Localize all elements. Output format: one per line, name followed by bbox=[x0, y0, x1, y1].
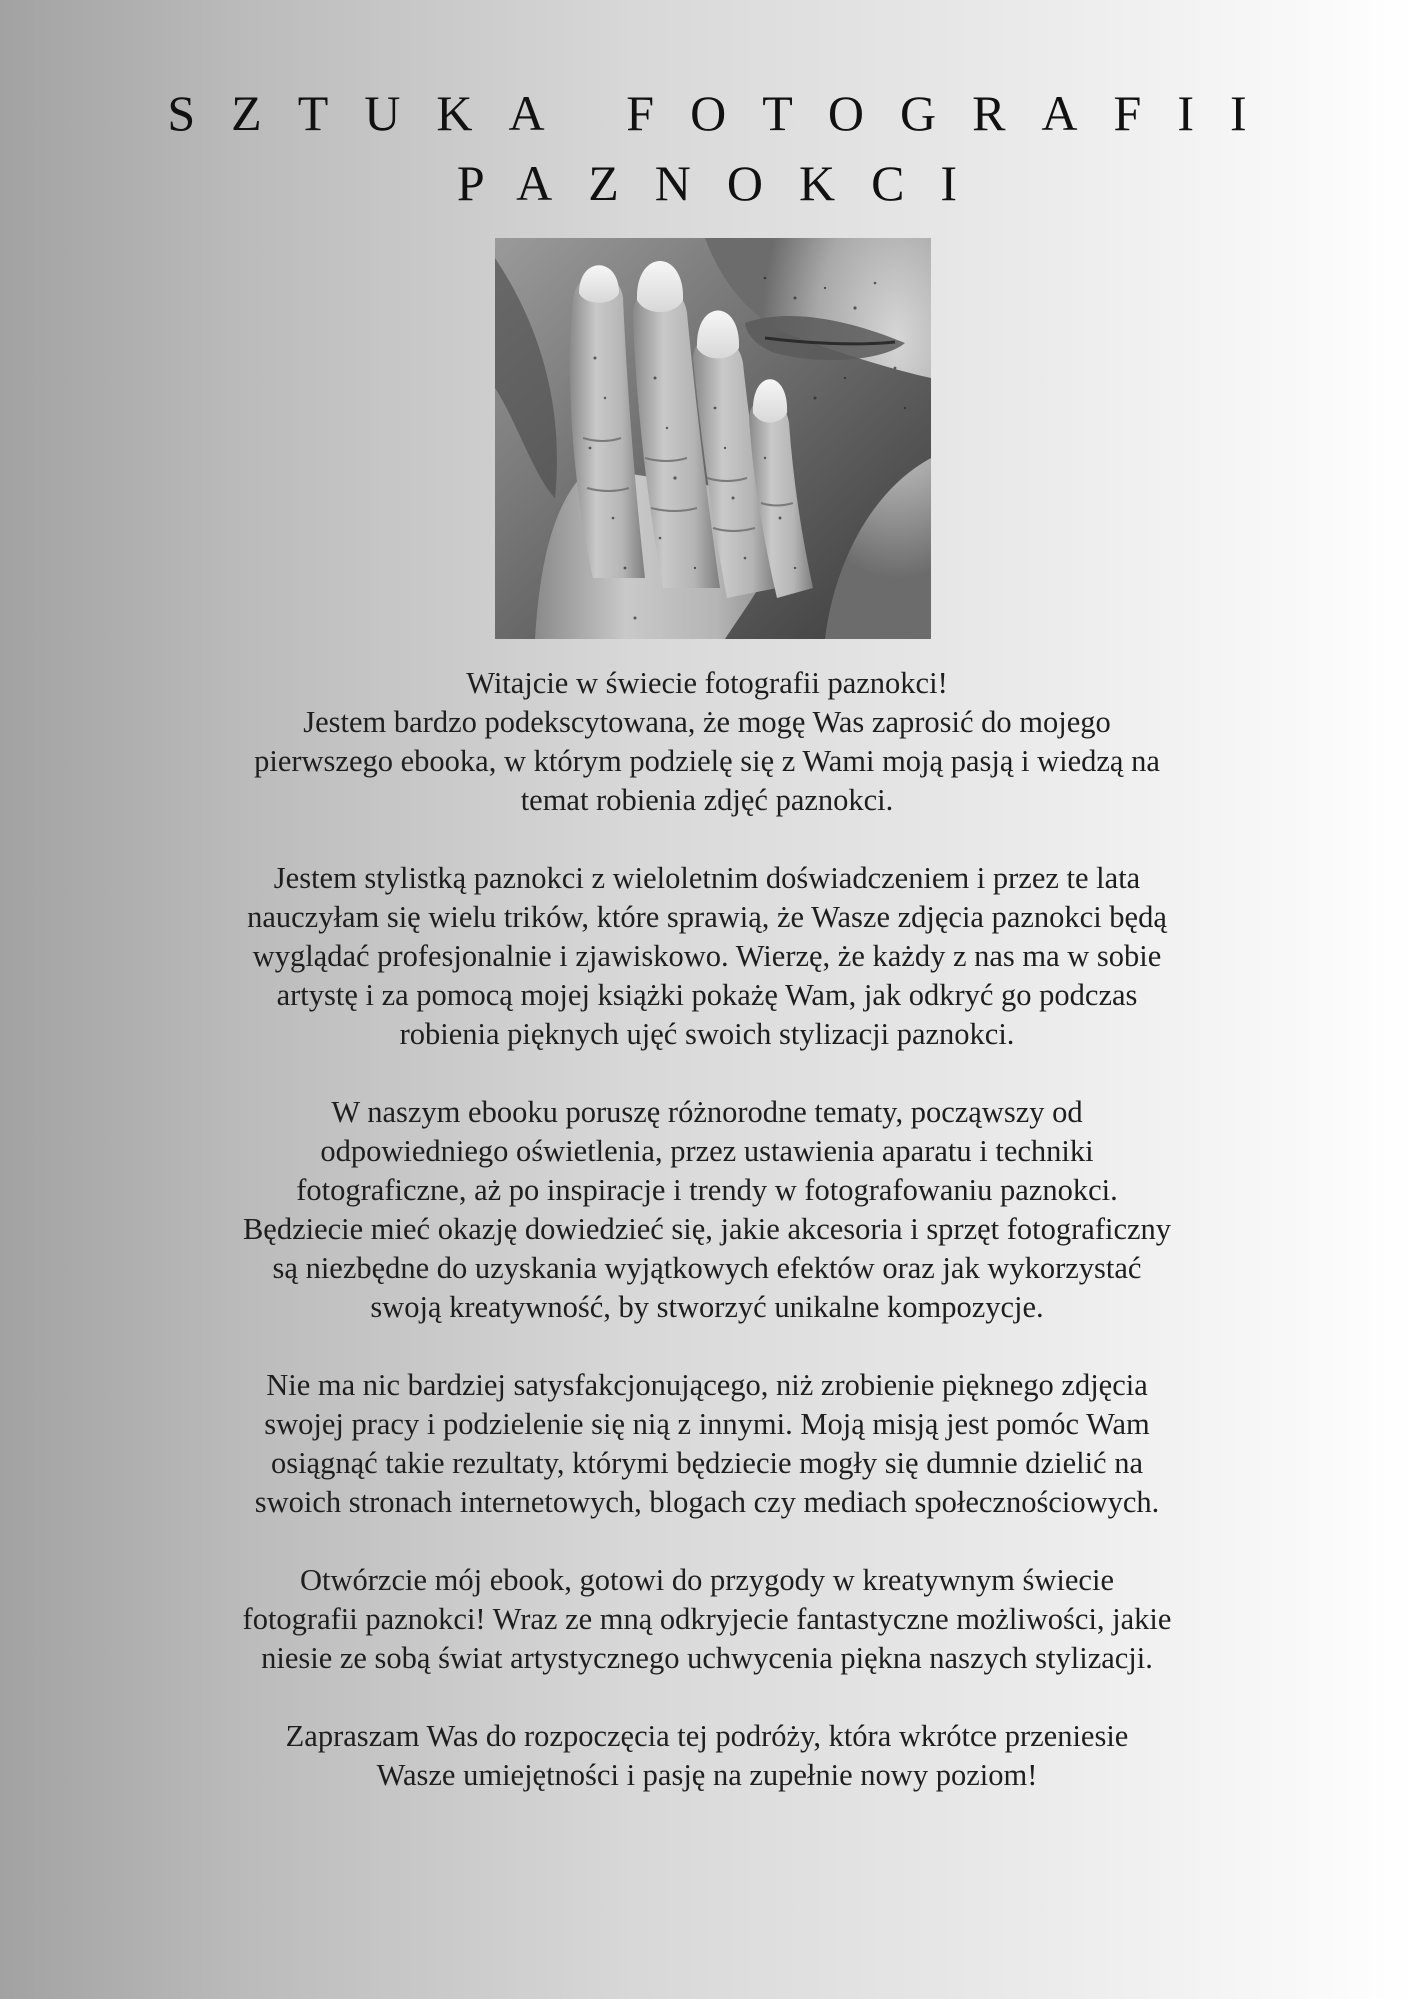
text-line: W naszym ebooku poruszę różnorodne tematy, począwszy od bbox=[331, 1095, 1083, 1129]
text-line: artystę i za pomocą mojej książki pokażę Wam, jak odkryć go podczas bbox=[276, 978, 1138, 1012]
text-line: są niezbędne do uzyskania wyjątkowych efektów oraz jak wykorzystać bbox=[272, 1251, 1142, 1285]
text-line: osiągnąć takie rezultaty, którymi będziecie mogły się dumnie dzielić na bbox=[270, 1446, 1144, 1480]
text-line: fotografii paznokci! Wraz ze mną odkryjecie fantastyczne możliwości, jakie bbox=[242, 1602, 1172, 1636]
text-line: robienia pięknych ujęć swoich stylizacji paznokci. bbox=[399, 1017, 1015, 1051]
text-line: Wasze umiejętności i pasję na zupełnie nowy poziom! bbox=[376, 1758, 1038, 1792]
text-line: Będziecie mieć okazję dowiedzieć się, jakie akcesoria i sprzęt fotograficzny bbox=[242, 1212, 1172, 1246]
text-line: fotograficzne, aż po inspiracje i trendy w fotografowaniu paznokci. bbox=[296, 1173, 1118, 1207]
text-line: Jestem stylistką paznokci z wieloletnim doświadczeniem i przez te lata bbox=[273, 861, 1141, 895]
text-line: temat robienia zdjęć paznokci. bbox=[520, 783, 894, 817]
text-line: swoich stronach internetowych, blogach czy mediach społecznościowych. bbox=[254, 1485, 1160, 1519]
text-line: niesie ze sobą świat artystycznego uchwycenia piękna naszych stylizacji. bbox=[261, 1641, 1153, 1675]
text-line: Jestem bardzo podekscytowana, że mogę Was zaprosić do mojego bbox=[303, 705, 1111, 739]
page-title bbox=[0, 78, 1414, 218]
title-line-2: PAZNOKCI bbox=[456, 155, 994, 211]
text-line: swoją kreatywność, by stworzyć unikalne kompozycje. bbox=[370, 1290, 1044, 1324]
paragraph-open-ebook bbox=[80, 1561, 1334, 1678]
paragraph-experience bbox=[80, 859, 1334, 1054]
paragraph-mission bbox=[80, 1366, 1334, 1522]
text-line: odpowiedniego oświetlenia, przez ustawienia aparatu i techniki bbox=[320, 1134, 1094, 1168]
text-line: swojej pracy i podzielenie się nią z innymi. Moją misją jest pomóc Wam bbox=[264, 1407, 1150, 1441]
intro-text bbox=[80, 664, 1334, 1834]
text-line: nauczyłam się wielu trików, które sprawią, że Wasze zdjęcia paznokci będą bbox=[247, 900, 1167, 934]
paragraph-invitation bbox=[80, 1717, 1334, 1795]
text-line: Otwórzcie mój ebook, gotowi do przygody w kreatywnym świecie bbox=[300, 1563, 1114, 1597]
hand-with-nails-photo bbox=[495, 238, 931, 639]
text-line: Nie ma nic bardziej satysfakcjonującego, niż zrobienie pięknego zdjęcia bbox=[266, 1368, 1148, 1402]
text-line: wyglądać profesjonalnie i zjawiskowo. Wierzę, że każdy z nas ma w sobie bbox=[252, 939, 1162, 973]
paragraph-welcome bbox=[80, 664, 1334, 820]
text-line: Witajcie w świecie fotografii paznokci! bbox=[466, 666, 948, 700]
title-line-1: SZTUKA FOTOGRAFII bbox=[167, 85, 1283, 141]
text-line: pierwszego ebooka, w którym podzielę się z Wami moją pasją i wiedzą na bbox=[254, 744, 1160, 778]
text-line: Zapraszam Was do rozpoczęcia tej podróży, która wkrótce przeniesie bbox=[285, 1719, 1129, 1753]
paragraph-topics bbox=[80, 1093, 1334, 1327]
